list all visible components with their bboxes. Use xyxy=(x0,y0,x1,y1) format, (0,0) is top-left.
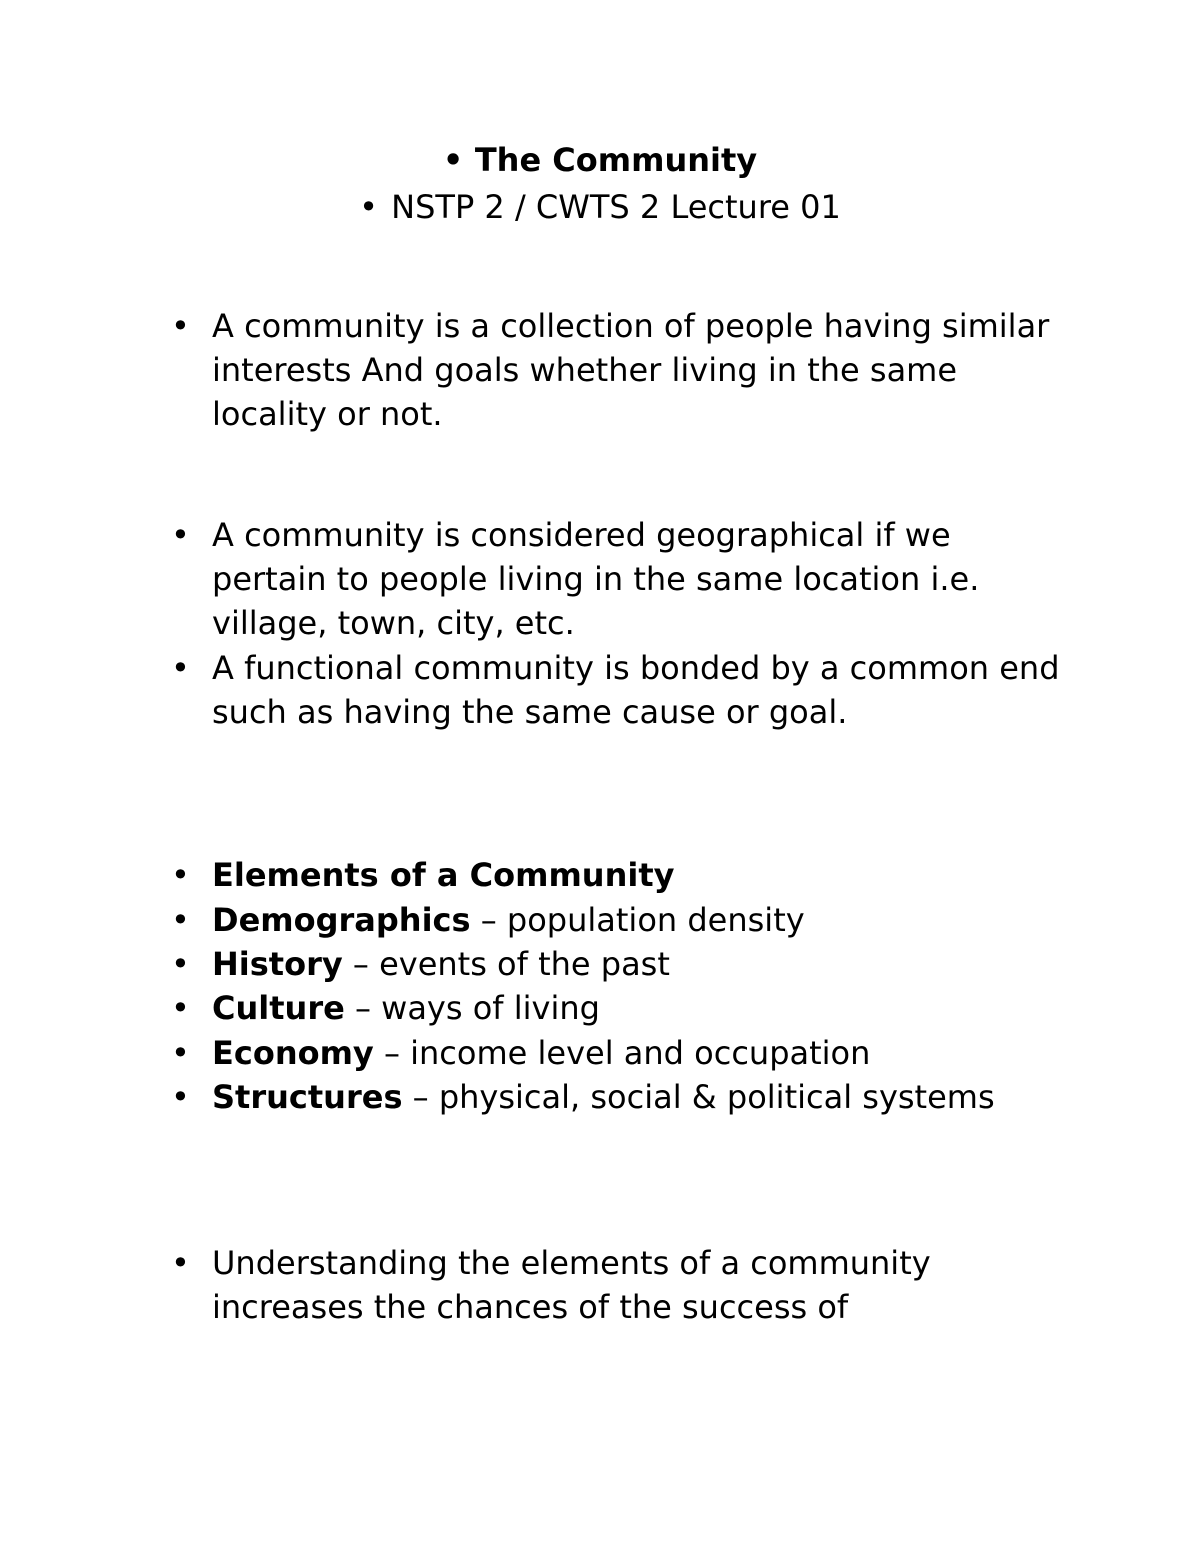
element-term: Economy xyxy=(212,1034,374,1072)
bullet: • xyxy=(171,307,190,345)
paragraph-closing: Understanding the elements of a community increases the chances of the success of xyxy=(212,1244,931,1326)
bullet: • xyxy=(171,1244,190,1282)
bullet: • xyxy=(171,945,190,983)
bullet: • xyxy=(442,141,464,179)
page-subtitle: NSTP 2 / CWTS 2 Lecture 01 xyxy=(391,188,841,226)
element-demographics xyxy=(212,898,1072,942)
element-description: – income level and occupation xyxy=(373,1034,871,1072)
bullet: • xyxy=(171,989,190,1027)
bullet: • xyxy=(171,1078,190,1116)
element-culture xyxy=(212,986,1072,1030)
bullet: • xyxy=(171,901,190,939)
bullet: • xyxy=(171,649,190,687)
element-term: Demographics xyxy=(212,901,471,939)
bullet: • xyxy=(171,856,190,894)
bullet: • xyxy=(171,516,190,554)
title-line xyxy=(0,138,1200,182)
bullet: • xyxy=(359,188,379,226)
subtitle-line xyxy=(0,185,1200,229)
paragraph-geographical-community: A community is considered geographical if we pertain to people living in the same location i.e. village, town, city, etc. xyxy=(212,516,980,642)
element-description: – events of the past xyxy=(342,945,670,983)
page-title: The Community xyxy=(474,141,758,179)
paragraph-community-definition: A community is a collection of people having similar interests And goals whether living in the same locality or not. xyxy=(212,307,1050,433)
element-term: History xyxy=(212,945,343,983)
element-economy xyxy=(212,1031,1072,1075)
bullet: • xyxy=(171,1034,190,1072)
paragraph-functional-community: A functional community is bonded by a common end such as having the same cause or goal. xyxy=(212,649,1060,731)
element-term: Culture xyxy=(212,989,345,1027)
element-description: – physical, social & political systems xyxy=(402,1078,995,1116)
element-description: – ways of living xyxy=(344,989,600,1027)
elements-heading: Elements of a Community xyxy=(212,856,675,894)
element-description: – population density xyxy=(470,901,805,939)
element-structures xyxy=(212,1075,1072,1119)
element-history xyxy=(212,942,1072,986)
element-term: Structures xyxy=(212,1078,403,1116)
